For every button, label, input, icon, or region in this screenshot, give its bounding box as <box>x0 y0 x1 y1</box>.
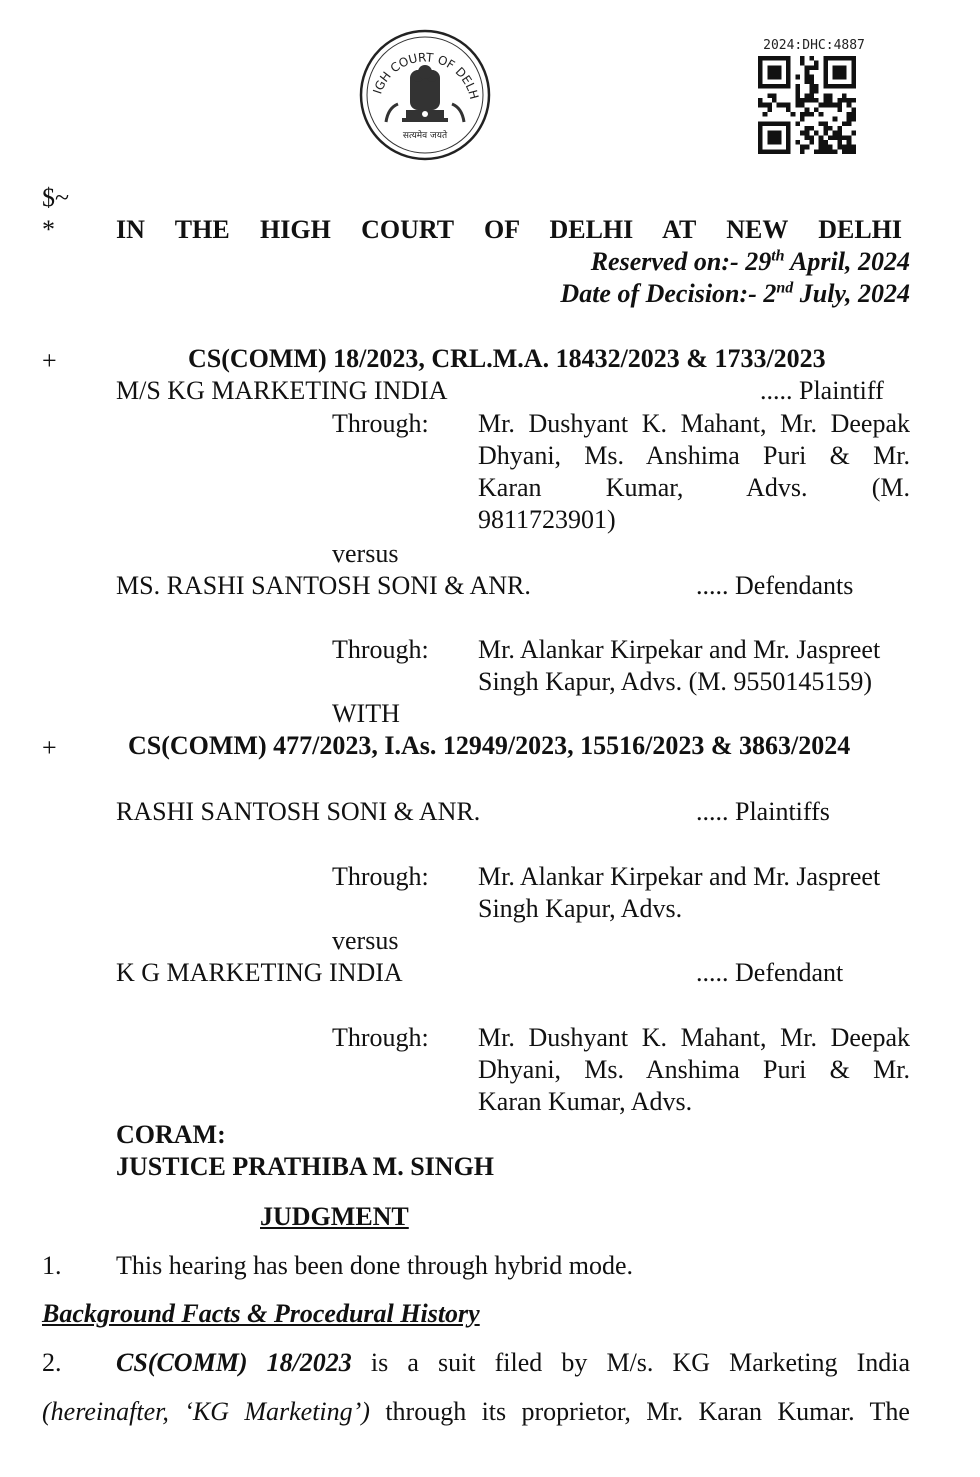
case1-counsel2: Mr. Alankar Kirpekar and Mr. Jaspreet Singh Kapur, Advs. (M. 9550145159) <box>478 635 881 696</box>
qr-code-block <box>752 38 876 53</box>
marker-plus-2: + <box>42 733 57 762</box>
para2-number: 2. <box>42 1348 62 1377</box>
case2-plaintiff-role: ..... Plaintiffs <box>696 797 830 826</box>
case2-versus: versus <box>332 926 399 955</box>
case1-defendant: MS. RASHI SANTOSH SONI & ANR. <box>116 571 531 600</box>
case1-versus: versus <box>332 539 399 568</box>
case1-counsel1: Mr. Dushyant K. Mahant, Mr. Deepak Dhyani, Ms. Anshima Puri & Mr. Karan Kumar, Advs. (M. 9811723901) <box>478 409 910 534</box>
case1-defendant-role: ..... Defendants <box>696 571 854 600</box>
svg-text:HIGH COURT OF DELHI: IGH COURT OF DELH <box>370 50 482 101</box>
marker-star: * <box>42 215 55 244</box>
case2-defendant: K G MARKETING INDIA <box>116 958 403 987</box>
case2-counsel2: Mr. Dushyant K. Mahant, Mr. Deepak Dhyani, Ms. Anshima Puri & Mr. Karan Kumar, Advs. <box>478 1023 910 1116</box>
with-label: WITH <box>332 699 400 728</box>
neutral-citation: 2024:DHC:4887 <box>763 38 865 53</box>
court-seal-logo <box>358 28 492 162</box>
case1-through-label-2: Through: <box>332 635 429 664</box>
case2-plaintiff: RASHI SANTOSH SONI & ANR. <box>116 797 481 826</box>
section-heading: Background Facts & Procedural History <box>42 1299 480 1328</box>
para2-line2: (hereinafter, ‘KG Marketing’) through its proprietor, Mr. Karan Kumar. The <box>42 1397 910 1426</box>
marker-dollar: $~ <box>42 183 70 212</box>
case2-through-label-2: Through: <box>332 1023 429 1052</box>
court-title: IN THE HIGH COURT OF DELHI AT NEW DELHI <box>116 215 902 244</box>
reserved-date: Reserved on:- 29th April, 2024 <box>590 247 910 276</box>
case2-through-label: Through: <box>332 862 429 891</box>
judgment-heading: JUDGMENT <box>260 1202 409 1231</box>
para2-line1: CS(COMM) 18/2023 is a suit filed by M/s. KG Marketing India <box>116 1348 910 1377</box>
case1-plaintiff-role: ..... Plaintiff <box>760 376 884 405</box>
coram-judge: JUSTICE PRATHIBA M. SINGH <box>116 1152 495 1181</box>
case1-title: CS(COMM) 18/2023, CRL.M.A. 18432/2023 & 1733/2023 <box>188 344 826 373</box>
para1-text: This hearing has been done through hybrid mode. <box>116 1251 633 1280</box>
svg-text:सत्यमेव जयते: सत्यमेव जयते <box>402 131 448 141</box>
decision-date: Date of Decision:- 2nd July, 2024 <box>560 279 910 308</box>
case2-title: CS(COMM) 477/2023, I.As. 12949/2023, 15516/2023 & 3863/2024 <box>128 731 851 760</box>
marker-plus: + <box>42 346 57 375</box>
case2-defendant-role: ..... Defendant <box>696 958 844 987</box>
case1-plaintiff: M/S KG MARKETING INDIA <box>116 376 448 405</box>
case2-counsel1: Mr. Alankar Kirpekar and Mr. Jaspreet Singh Kapur, Advs. <box>478 862 881 923</box>
qr-code-icon <box>758 56 856 154</box>
coram-label: CORAM: <box>116 1120 226 1149</box>
case1-through-label: Through: <box>332 409 429 438</box>
para1-number: 1. <box>42 1251 62 1280</box>
